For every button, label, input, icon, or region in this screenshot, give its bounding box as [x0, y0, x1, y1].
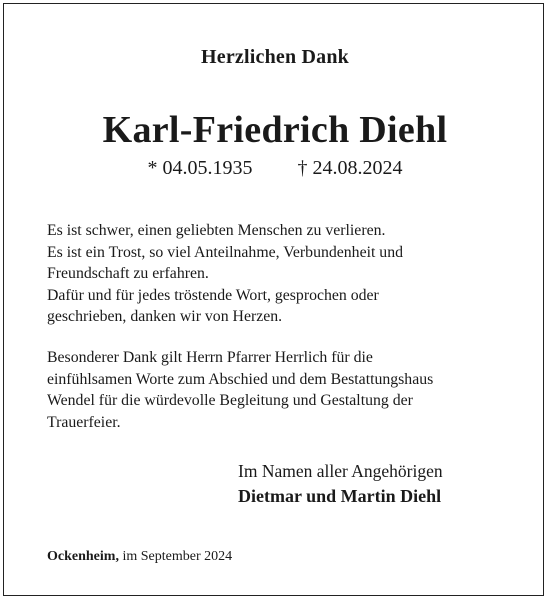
birth-date: * 04.05.1935 — [147, 157, 253, 179]
death-date: † 24.08.2024 — [297, 157, 403, 179]
notice-heading: Herzlichen Dank — [201, 46, 349, 68]
thanks-paragraph — [47, 220, 507, 328]
paragraph-line: Besonderer Dank gilt Herrn Pfarrer Herrlich für die — [47, 349, 373, 366]
paragraph-line: Es ist schwer, einen geliebten Menschen zu verlieren. — [47, 222, 386, 239]
signature-names: Dietmar und Martin Diehl — [238, 486, 442, 506]
paragraph-line: geschrieben, danken wir von Herzen. — [47, 308, 283, 325]
special-thanks-paragraph — [47, 347, 507, 433]
signature-intro: Im Namen aller Angehörigen — [238, 461, 443, 481]
paragraph-line: einfühlsamen Worte zum Abschied und dem Bestattungshaus — [47, 370, 434, 388]
paragraph-line: Freundschaft zu erfahren. — [47, 265, 209, 282]
signature-block — [238, 459, 528, 509]
paragraph-line: Dafür und für jedes tröstende Wort, gesprochen oder — [47, 286, 379, 304]
paragraph-line: Wendel für die würdevolle Begleitung und Gestaltung der — [47, 392, 413, 409]
deceased-name: Karl-Friedrich Diehl — [102, 109, 448, 151]
paragraph-line: Trauerfeier. — [47, 413, 121, 431]
place-name: Ockenheim, — [47, 549, 119, 564]
notice-date: im September 2024 — [122, 549, 233, 564]
place-date-line — [47, 549, 232, 565]
life-dates — [0, 157, 550, 180]
paragraph-line: Es ist ein Trost, so viel Anteilnahme, Verbundenheit und — [47, 243, 403, 261]
